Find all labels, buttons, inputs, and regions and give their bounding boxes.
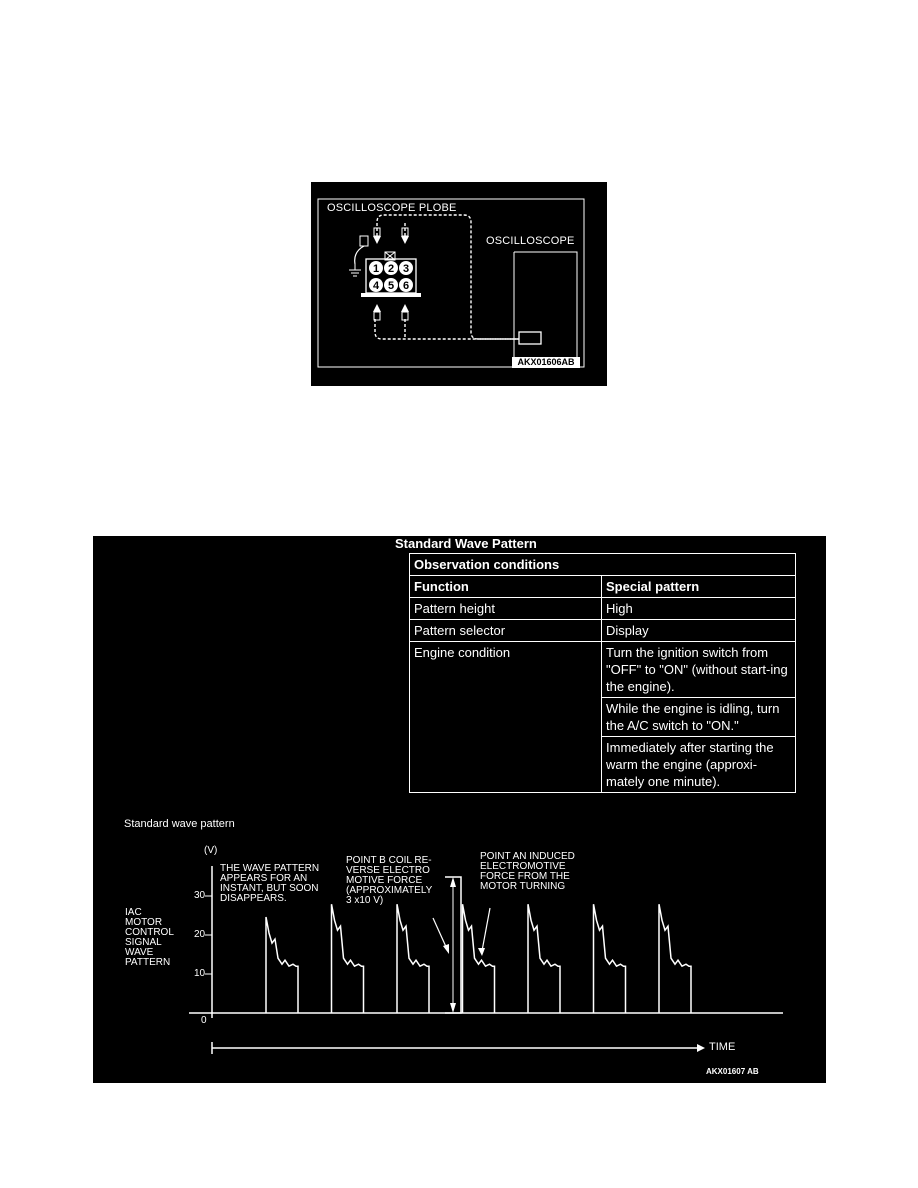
wave-pulse [332,904,364,1013]
table-cell: Display [602,620,796,642]
y-tick-label: 30 [194,890,206,901]
table-cell: Pattern height [410,598,602,620]
y-unit-label: (V) [204,845,218,856]
y-tick-label: 0 [201,1015,207,1026]
y-tick-label: 20 [194,929,206,940]
table-header: Observation conditions [410,554,796,576]
figure1-code: AKX01606AB [512,357,580,368]
column-header-pattern: Special pattern [602,576,796,598]
oscilloscope-label: OSCILLOSCOPE [486,235,575,247]
wave-pulse [463,904,495,1013]
annotation-point-a: POINT AN INDUCED ELECTROMOTIVE FORCE FROM THE MOTOR TURNING [480,851,575,892]
table-cell: Turn the ignition switch from "OFF" to "ON" (without start-ing the engine). [602,642,796,698]
annotation-point-b: POINT B COIL RE- VERSE ELECTRO MOTIVE FORCE (APPROXIMATELY 3 x10 V) [346,855,433,906]
table-cell: While the engine is idling, turn the A/C switch to "ON." [602,698,796,737]
table-cell: High [602,598,796,620]
oscilloscope-connection-figure [311,182,607,386]
annotation-wave-appears: THE WAVE PATTERN APPEARS FOR AN INSTANT, BUT SOON DISAPPEARS. [220,863,320,904]
wave-pulse [594,904,626,1013]
column-header-function: Function [410,576,602,598]
pin-number: 6 [402,280,410,292]
table-cell: Engine condition [410,642,602,793]
wave-pulse [528,904,560,1013]
y-axis-label: IAC MOTOR CONTROL SIGNAL WAVE PATTERN [125,907,174,968]
wave-pulse [659,904,691,1013]
figure-title: Standard Wave Pattern [395,536,537,551]
wave-pulse [266,917,298,1013]
table-cell: Immediately after starting the warm the engine (approxi-mately one minute). [602,737,796,793]
wave-pulses [266,904,691,1013]
figure2-code: AKX01607 AB [706,1067,759,1076]
wave-chart [93,536,826,1083]
pin-number: 2 [387,263,395,275]
pin-number: 3 [402,263,410,275]
wave-pulse [397,904,429,1013]
x-axis-label: TIME [709,1041,736,1053]
pin-number: 1 [372,263,380,275]
oscilloscope-probe-label: OSCILLOSCOPE PLOBE [327,202,457,214]
table-cell: Pattern selector [410,620,602,642]
pin-number: 5 [387,280,395,292]
pin-number: 4 [372,280,380,292]
wave-subtitle: Standard wave pattern [124,818,235,830]
y-tick-label: 10 [194,968,206,979]
standard-wave-pattern-figure [93,536,826,1083]
